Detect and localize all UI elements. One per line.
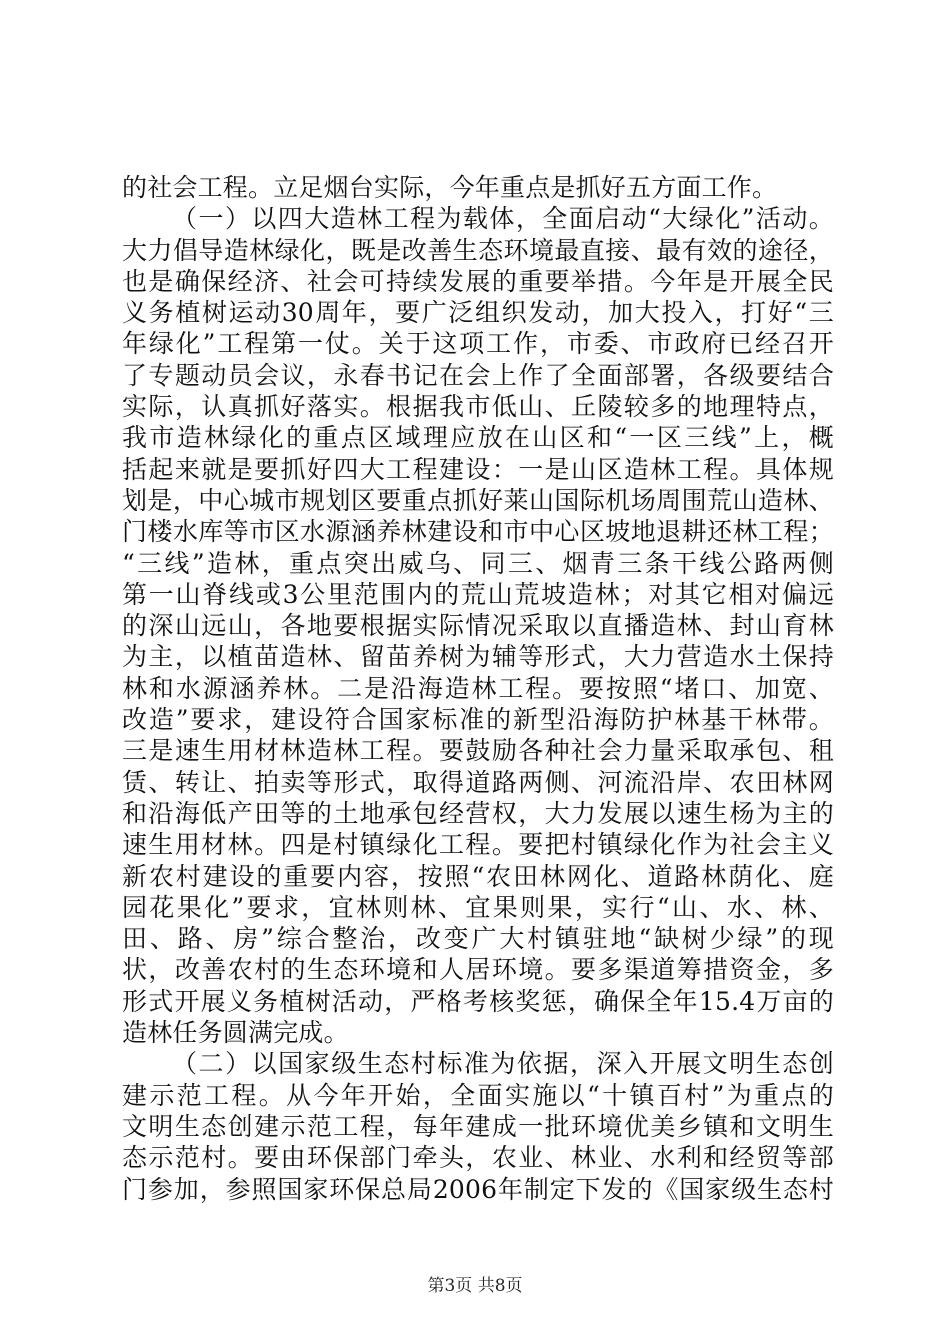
text-line: 文明生态创建示范工程，每年建成一批环境优美乡镇和文明生 <box>122 1111 834 1141</box>
text-line: 也是确保经济、社会可持续发展的重要举措。今年是开展全民 <box>122 266 834 296</box>
text-line: 门楼水库等市区水源涵养林建设和市中心区坡地退耕还林工程； <box>122 517 834 547</box>
text-line: 划是，中心城市规划区要重点抓好莱山国际机场周围荒山造林、 <box>122 485 834 515</box>
text-line: 形式开展义务植树活动，严格考核奖惩，确保全年15.4万亩的 <box>122 986 834 1016</box>
text-line: 我市造林绿化的重点区域理应放在山区和“一区三线”上，概 <box>122 423 834 453</box>
text-line: 园花果化”要求，宜林则林、宜果则果，实行“山、水、林、 <box>122 892 834 922</box>
text-line: 改造”要求，建设符合国家标准的新型沿海防护林基干林带。 <box>122 705 834 735</box>
text-line: 了专题动员会议，永春书记在会上作了全面部署，各级要结合 <box>122 360 834 390</box>
text-line: 林和水源涵养林。二是沿海造林工程。要按照“堵口、加宽、 <box>122 673 834 703</box>
text-line: 实际，认真抓好落实。根据我市低山、丘陵较多的地理特点， <box>122 392 834 422</box>
text-line: （一）以四大造林工程为载体，全面启动“大绿化”活动。 <box>172 204 834 234</box>
text-line: 田、路、房”综合整治，改变广大村镇驻地“缺树少绿”的现 <box>122 924 834 954</box>
text-line: 的社会工程。立足烟台实际，今年重点是抓好五方面工作。 <box>122 173 778 202</box>
text-line: 新农村建设的重要内容，按照“农田林网化、道路林荫化、庭 <box>122 861 834 891</box>
text-line: “三线”造林，重点突出威乌、同三、烟青三条干线公路两侧 <box>122 548 834 578</box>
text-line: 括起来就是要抓好四大工程建设：一是山区造林工程。具体规 <box>122 454 834 484</box>
text-line: 门参加，参照国家环保总局2006年制定下发的《国家级生态村 <box>122 1174 834 1204</box>
text-line: 状，改善农村的生态环境和人居环境。要多渠道筹措资金，多 <box>122 955 834 985</box>
page-footer: 第3页 共8页 <box>427 1276 523 1296</box>
text-line: 的深山远山，各地要根据实际情况采取以直播造林、封山育林 <box>122 611 834 641</box>
text-line: 三是速生用材林造林工程。要鼓励各种社会力量采取承包、租 <box>122 736 834 766</box>
text-line: （二）以国家级生态村标准为依据，深入开展文明生态创 <box>172 1049 834 1079</box>
text-line: 年绿化”工程第一仗。关于这项工作，市委、市政府已经召开 <box>122 329 834 359</box>
text-line: 造林任务圆满完成。 <box>122 1018 349 1048</box>
text-line: 第一山脊线或3公里范围内的荒山荒坡造林；对其它相对偏远 <box>122 579 834 609</box>
text-line: 大力倡导造林绿化，既是改善生态环境最直接、最有效的途径， <box>122 235 834 265</box>
body-text <box>122 172 834 1205</box>
text-line: 赁、转让、拍卖等形式，取得道路两侧、河流沿岸、农田林网 <box>122 767 834 797</box>
text-line: 速生用材林。四是村镇绿化工程。要把村镇绿化作为社会主义 <box>122 830 834 860</box>
text-line: 和沿海低产田等的土地承包经营权，大力发展以速生杨为主的 <box>122 798 834 828</box>
text-line: 建示范工程。从今年开始，全面实施以“十镇百村”为重点的 <box>122 1080 834 1110</box>
text-line: 态示范村。要由环保部门牵头，农业、林业、水利和经贸等部 <box>122 1143 834 1173</box>
text-line: 为主，以植苗造林、留苗养树为辅等形式，大力营造水土保持 <box>122 642 834 672</box>
text-line: 义务植树运动30周年，要广泛组织发动，加大投入，打好“三 <box>122 298 834 328</box>
